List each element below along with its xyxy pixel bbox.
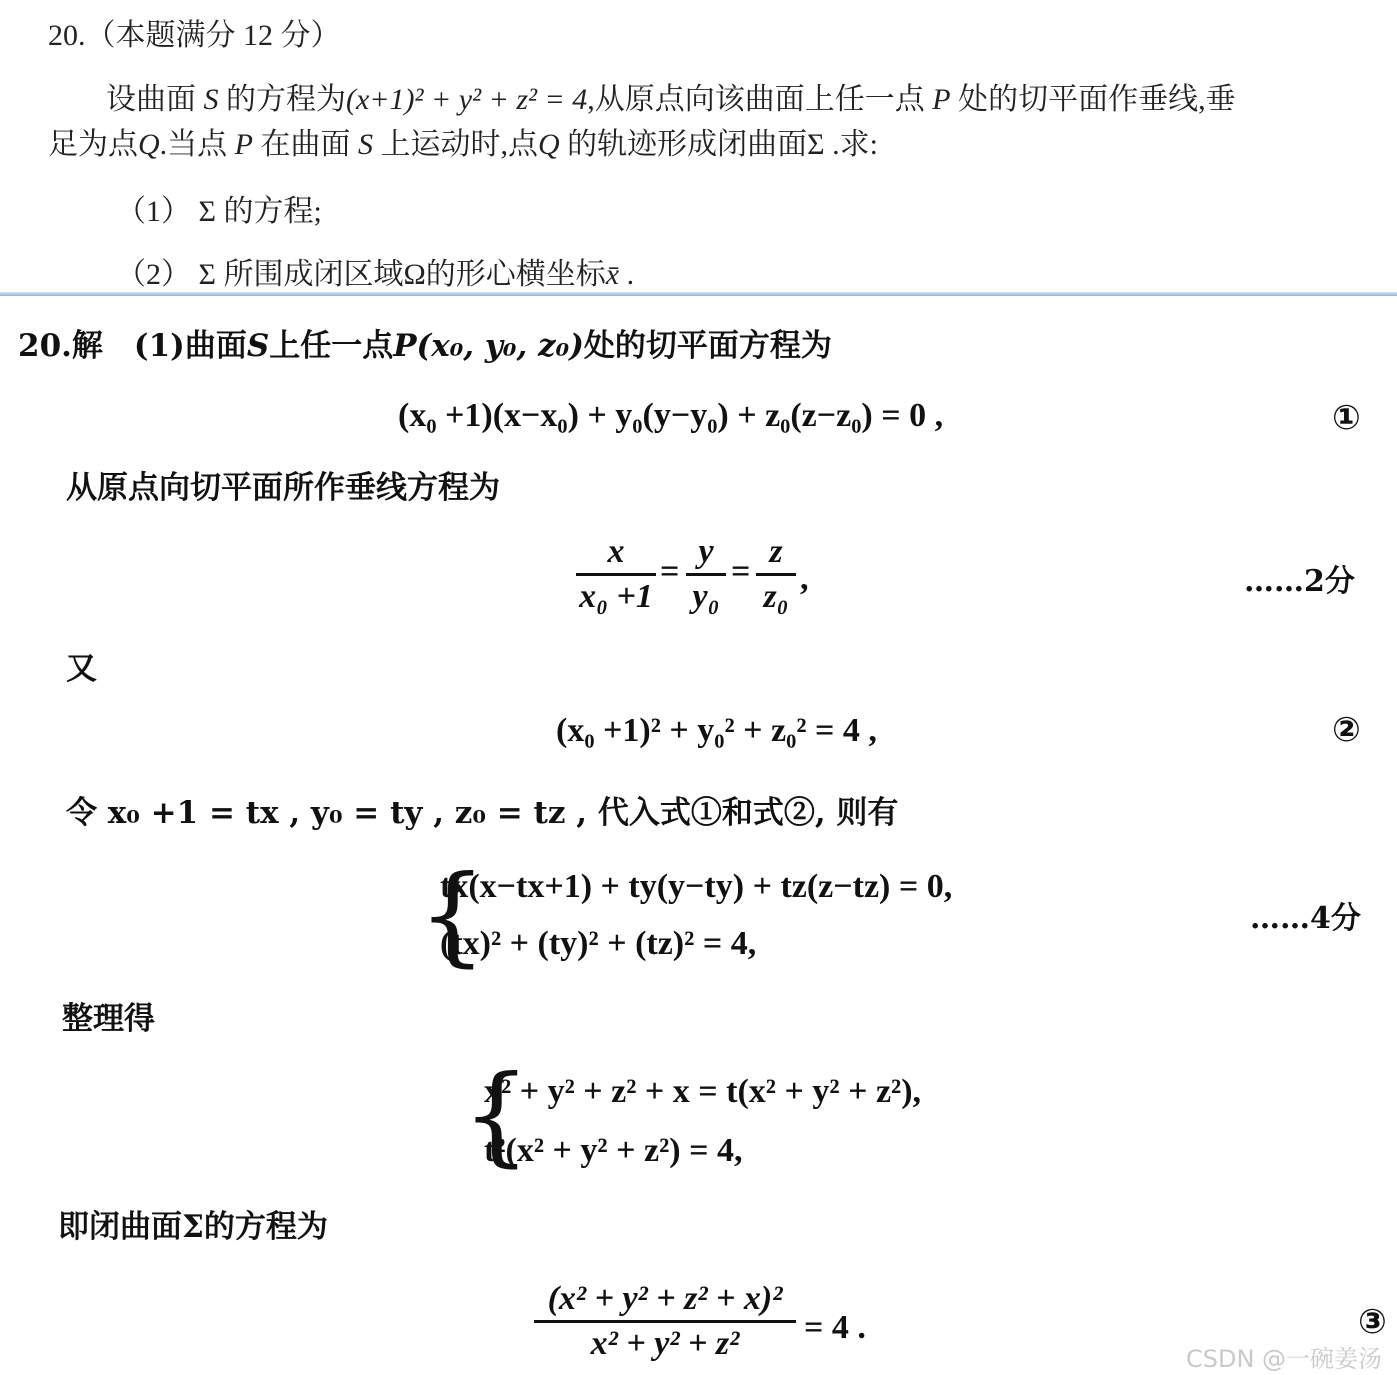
stem-text: 足为点	[48, 128, 138, 161]
section-divider	[0, 292, 1397, 296]
surface-equation: (x+1)² + y² + z² = 4	[346, 83, 588, 116]
fraction-y	[686, 533, 726, 616]
fraction-numerator: z	[769, 533, 783, 570]
stem-text: 设曲面	[106, 83, 204, 116]
fraction-denominator: y₀	[692, 578, 720, 615]
system1-line2: (tx)² + (ty)² + (tz)² = 4,	[440, 925, 757, 962]
fraction-numerator: (x² + y² + z² + x)²	[547, 1280, 783, 1317]
title-text: 处的切平面方程为	[583, 328, 832, 364]
equation-marker-3: ③	[1358, 1302, 1387, 1342]
var-S: S	[358, 128, 373, 161]
title-text: 20.解 (1)曲面	[18, 328, 247, 364]
problem-header: 20.（本题满分 12 分）	[48, 19, 341, 52]
closed-surface-text: 即闭曲面Σ的方程为	[58, 1209, 328, 1245]
stem-text: 的方程为	[218, 83, 346, 116]
point-P: P(x₀, y₀, z₀)	[393, 328, 584, 364]
var-P: P	[234, 128, 253, 161]
fraction-bar	[534, 1320, 796, 1323]
var-S: S	[246, 328, 270, 364]
var-Q: Q	[538, 128, 560, 161]
fraction-bar	[686, 573, 726, 576]
problem-stem-line2	[48, 119, 878, 163]
watermark: CSDN @一碗姜汤	[1186, 1345, 1383, 1373]
equals-sign: =	[660, 553, 680, 590]
var-P: P	[932, 83, 951, 116]
surface-point-equation: (x₀ +1)² + y₀² + z₀² = 4 ,	[556, 712, 877, 749]
final-equation-rhs: = 4 .	[804, 1309, 866, 1346]
fraction-x	[576, 533, 656, 616]
equation-marker-1: ①	[1332, 398, 1361, 438]
problem-part1: （1） Σ 的方程;	[116, 195, 322, 228]
stem-text: .当点	[159, 128, 235, 161]
problem-stem-line1	[106, 74, 1236, 118]
fraction-bar	[576, 573, 656, 576]
problem-part2	[116, 249, 634, 293]
score-4: ……4分	[1250, 901, 1361, 936]
var-S: S	[203, 83, 219, 116]
left-brace: {	[462, 1053, 531, 1178]
part2-text: （2） Σ 所围成闭区域Ω的形心横坐标	[116, 258, 606, 291]
tangent-plane-equation: (x₀ +1)(x−x₀) + y₀(y−y₀) + z₀(z−z₀) = 0 ,	[398, 397, 944, 434]
perpendicular-line-text: 从原点向切平面所作垂线方程为	[66, 470, 500, 506]
simplify-text: 整理得	[62, 1001, 155, 1037]
fraction-denominator: x² + y² + z²	[590, 1325, 740, 1362]
equals-sign: =	[731, 553, 751, 590]
system2-line2: t²(x² + y² + z²) = 4,	[484, 1132, 743, 1169]
fraction-numerator: y	[698, 533, 714, 570]
stem-text: 上运动时,点	[373, 128, 538, 161]
fraction-denominator: z₀	[763, 578, 789, 615]
substitution-text: 令 x₀ +1 = tx , y₀ = ty , z₀ = tz , 代入式①和式②, 则有	[66, 795, 899, 831]
fraction-z	[756, 533, 796, 616]
equation-marker-2: ②	[1332, 710, 1361, 750]
stem-text: 在曲面	[253, 128, 358, 161]
final-fraction	[534, 1280, 796, 1363]
score-2: ……2分	[1244, 564, 1355, 599]
stem-text: 的轨迹形成闭曲面Σ .求:	[559, 128, 878, 161]
comma: ,	[800, 560, 809, 597]
stem-text: ,从原点向该曲面上任一点	[587, 83, 933, 116]
solution-title	[18, 320, 832, 365]
centroid-x-bar: x̄	[605, 258, 620, 291]
fraction-bar	[756, 573, 796, 576]
system2-line1: x² + y² + z² + x = t(x² + y² + z²),	[484, 1073, 922, 1110]
stem-text: 处的切平面作垂线,垂	[950, 83, 1236, 116]
fraction-numerator: x	[607, 533, 625, 570]
part2-end: .	[619, 258, 635, 291]
also-text: 又	[66, 651, 97, 687]
title-text: 上任一点	[269, 328, 394, 364]
system1-line1: tx(x−tx+1) + ty(y−ty) + tz(z−tz) = 0,	[440, 868, 953, 905]
left-brace: {	[418, 853, 487, 978]
var-Q: Q	[138, 128, 160, 161]
fraction-denominator: x₀ +1	[579, 578, 653, 615]
